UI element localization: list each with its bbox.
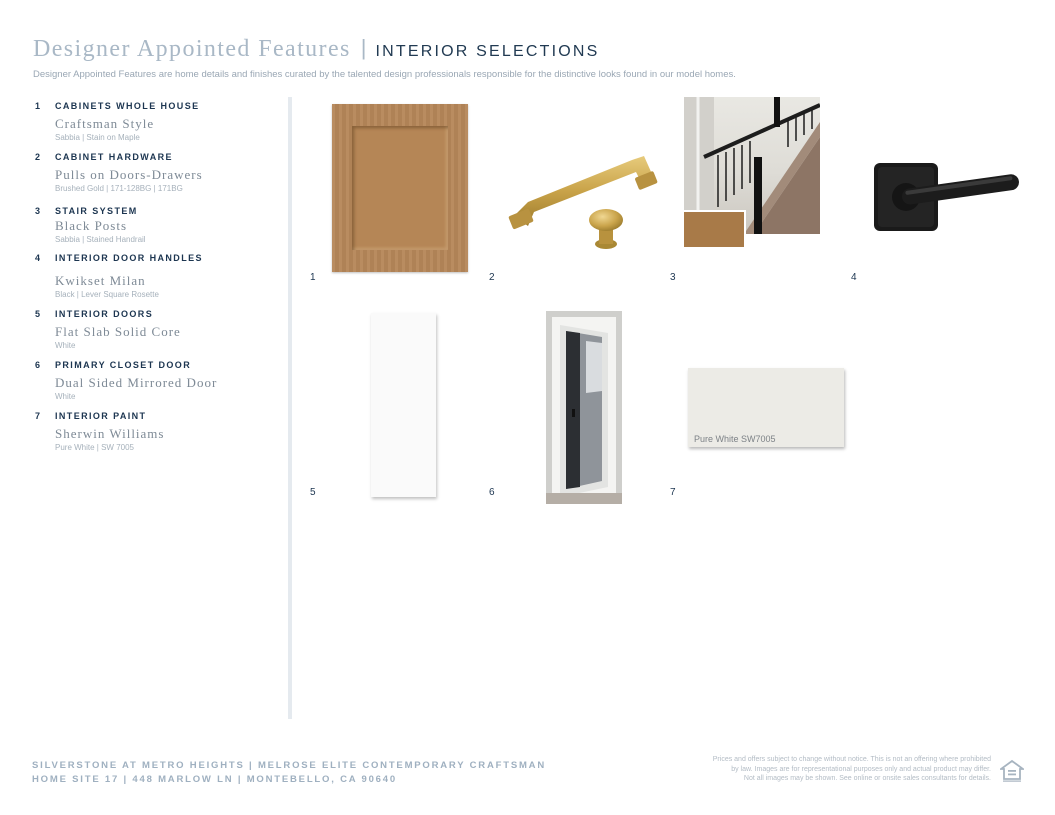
feature-detail: White	[55, 392, 76, 401]
feature-heading: CABINET HARDWARE	[55, 152, 173, 162]
feature-number: 3	[35, 206, 42, 216]
paint-swatch	[688, 368, 844, 447]
tile-number: 7	[670, 487, 676, 498]
feature-number: 5	[35, 309, 42, 319]
feature-name: Pulls on Doors-Drawers	[55, 167, 203, 182]
feature-detail: Sabbia | Stain on Maple	[55, 133, 140, 142]
feature-number: 7	[35, 411, 42, 421]
feature-heading: CABINETS WHOLE HOUSE	[55, 101, 200, 111]
cabinet-pull	[508, 156, 658, 230]
feature-name: Sherwin Williams	[55, 426, 165, 441]
feature-detail: Black | Lever Square Rosette	[55, 290, 159, 299]
tile-number: 6	[489, 487, 495, 498]
feature-name: Black Posts	[55, 218, 128, 233]
feature-item	[35, 101, 280, 142]
disclaimer-line: Prices and offers subject to change without notice. This is not an offering where prohibited	[712, 756, 991, 763]
disclaimer-line: by law. Images are for representational purposes only and actual product may differ.	[731, 765, 991, 773]
cabinet-door-image	[332, 104, 468, 272]
feature-heading: INTERIOR DOOR HANDLES	[55, 253, 203, 263]
feature-name: Dual Sided Mirrored Door	[55, 375, 218, 390]
tile-number: 4	[851, 272, 857, 283]
interior-door-image	[371, 313, 436, 497]
title-row	[33, 36, 1023, 63]
title-separator: |	[360, 35, 367, 60]
feature-number: 4	[35, 253, 42, 263]
footer-community-info	[32, 759, 546, 787]
page-header	[33, 36, 1023, 80]
feature-item	[35, 411, 280, 452]
feature-detail: Brushed Gold | 171-128BG | 171BG	[55, 184, 183, 193]
mirrored-closet-door-photo	[546, 311, 622, 504]
paint-swatch-label: Pure White SW7005	[694, 434, 776, 444]
feature-name: Kwikset Milan	[55, 273, 146, 288]
tile-number: 3	[670, 272, 676, 283]
cabinet-panel	[352, 126, 448, 250]
feature-heading: PRIMARY CLOSET DOOR	[55, 360, 192, 370]
feature-name: Craftsman Style	[55, 116, 155, 131]
disclaimer-line: Not all images may be shown. See online or onsite sales consultants for details.	[743, 775, 991, 782]
page-subtitle: Designer Appointed Features are home details and finishes curated by the talented design professionals responsible for the distinctive looks found in our model homes.	[33, 69, 736, 80]
footer-disclaimer	[661, 755, 991, 784]
cabinet-knob	[589, 209, 623, 249]
feature-number: 2	[35, 152, 42, 162]
tile-number: 5	[310, 487, 316, 498]
tile-number: 2	[489, 272, 495, 283]
feature-number: 1	[35, 101, 42, 111]
feature-detail: Pure White | SW 7005	[55, 443, 134, 452]
feature-item	[35, 152, 280, 193]
feature-number: 6	[35, 360, 42, 370]
footer-community-line: SILVERSTONE AT METRO HEIGHTS | MELROSE ELITE CONTEMPORARY CRAFTSMAN	[32, 760, 547, 771]
feature-item	[35, 360, 280, 401]
feature-detail: Sabbia | Stained Handrail	[55, 235, 146, 244]
feature-heading: STAIR SYSTEM	[55, 206, 138, 216]
cabinet-hardware-image	[508, 150, 660, 256]
section-title: INTERIOR SELECTIONS	[375, 43, 600, 60]
feature-item	[35, 253, 280, 299]
column-divider	[288, 97, 292, 719]
equal-housing-opportunity-icon	[1000, 759, 1024, 783]
tile-number: 1	[310, 272, 316, 283]
feature-detail: White	[55, 341, 76, 350]
page-title: Designer Appointed Features	[33, 36, 351, 62]
feature-name: Flat Slab Solid Core	[55, 324, 181, 339]
feature-heading: INTERIOR PAINT	[55, 411, 147, 421]
feature-item	[35, 206, 280, 244]
feature-item	[35, 309, 280, 350]
footer-address-line: HOME SITE 17 | 448 MARLOW LN | MONTEBELLO, CA 90640	[32, 774, 397, 785]
handrail-stain-swatch	[682, 210, 746, 249]
door-handle-image	[872, 161, 1022, 233]
feature-heading: INTERIOR DOORS	[55, 309, 154, 319]
